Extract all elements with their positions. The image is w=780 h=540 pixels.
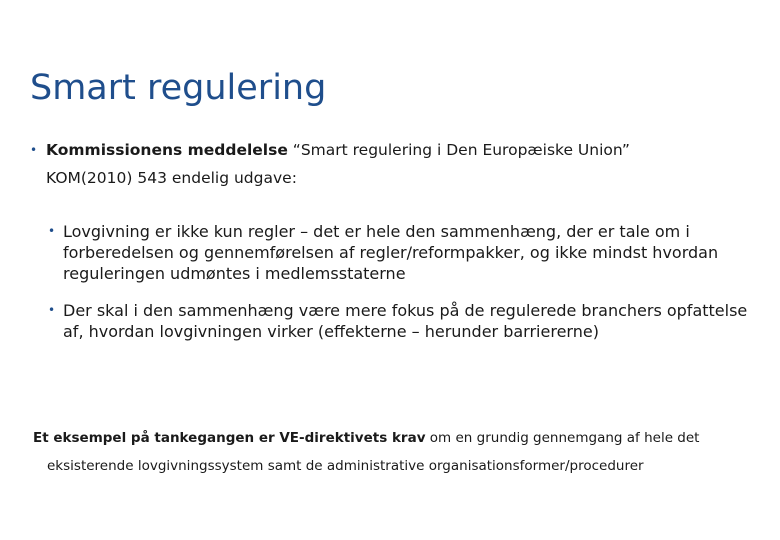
main-bullet bbox=[30, 136, 750, 192]
slide-title: Smart regulering bbox=[30, 68, 327, 108]
main-bullet-rest: “Smart regulering i Den Europæiske Union” bbox=[287, 141, 630, 159]
sub-bullet-text: Lovgivning er ikke kun regler – det er hele den sammenhæng, der er tale om i forberedelsen og gennemførelsen af regler/reformpakker, og ikke mindst hvordan reguleringen udmøntes i medlemsstaterne bbox=[63, 222, 719, 283]
bottom-note bbox=[33, 424, 753, 480]
bottom-note-line2: eksisterende lovgivningssystem samt de administrative organisationsformer/procedurer bbox=[47, 458, 644, 474]
bottom-note-line1 bbox=[33, 424, 753, 452]
bullet-dot: • bbox=[48, 224, 56, 238]
main-bullet-bold: Kommissionens meddelelse bbox=[46, 141, 288, 159]
main-bullet-line1 bbox=[46, 136, 750, 164]
sub-bullet-text: Der skal i den sammenhæng være mere fokus på de regulerede branchers opfattelse af, hvordan lovgivningen virker (effekterne – herunder barriererne) bbox=[63, 301, 748, 341]
bottom-note-bold: Et eksempel på tankegangen er VE-direktivets krav bbox=[33, 430, 426, 446]
main-bullet-line2: KOM(2010) 543 endelig udgave: bbox=[46, 169, 297, 187]
bottom-note-rest: om en grundig gennemgang af hele det bbox=[425, 430, 700, 446]
sub-bullet-1 bbox=[48, 221, 748, 284]
bullet-dot: • bbox=[48, 303, 56, 317]
bullet-dot: • bbox=[30, 143, 38, 157]
sub-bullet-2 bbox=[48, 300, 748, 342]
